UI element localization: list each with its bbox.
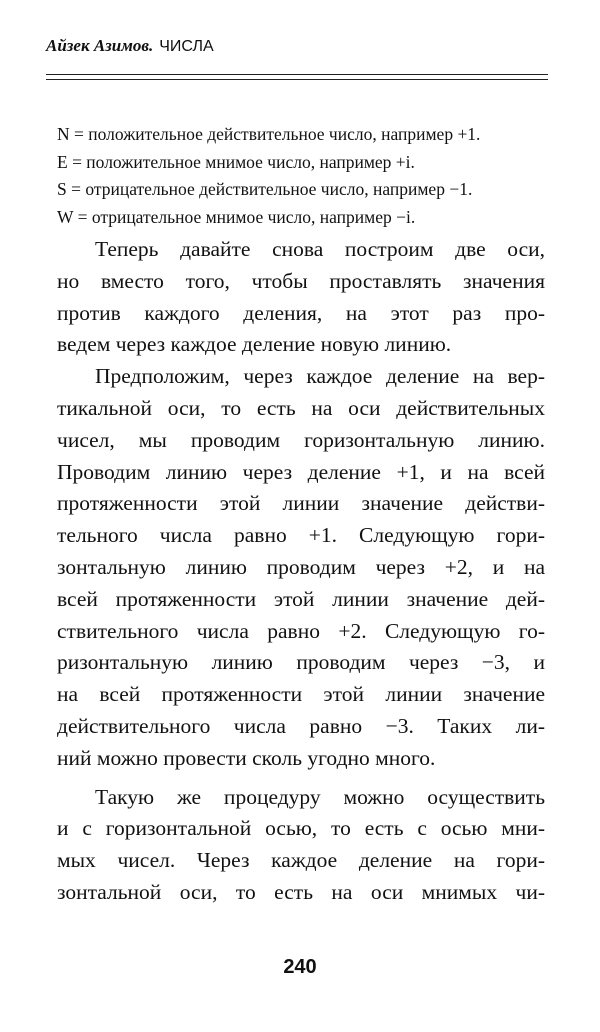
text-line: Предположим, через каждое деление на вер- bbox=[95, 364, 545, 389]
paragraph bbox=[57, 234, 545, 361]
legend-item-s: S = отрицательное действительное число, например −1. bbox=[57, 179, 473, 199]
text-line: и с горизонтальной осью, то есть с осью мни- bbox=[57, 816, 545, 841]
header-author: Айзек Азимов. bbox=[46, 36, 154, 55]
running-header bbox=[46, 36, 214, 56]
header-rule-top bbox=[46, 74, 548, 75]
text-line: протяженности этой линии значение действи- bbox=[57, 491, 545, 516]
text-line: Такую же процедуру можно осуществить bbox=[95, 784, 545, 809]
paragraph bbox=[57, 782, 545, 909]
text-line: зонтальной оси, то есть на оси мнимых чи- bbox=[57, 879, 545, 904]
text-line: ведем через каждое деление новую линию. bbox=[57, 332, 452, 357]
text-line: зонтальную линию проводим через +2, и на bbox=[57, 554, 545, 579]
page-number: 240 bbox=[283, 956, 317, 978]
legend-item-w: W = отрицательное мнимое число, например −i. bbox=[57, 206, 416, 227]
text-line: действительного числа равно −3. Таких ли- bbox=[57, 713, 545, 738]
text-line: Проводим линию через деление +1, и на всей bbox=[57, 459, 545, 484]
header-rule-bottom bbox=[46, 79, 548, 80]
text-line: Теперь давайте снова построим две оси, bbox=[95, 237, 545, 261]
text-line: всей протяженности этой линии значение дей- bbox=[57, 586, 545, 611]
text-line: против каждого деления, на этот раз про- bbox=[57, 300, 545, 325]
legend-item-e: E = положительное мнимое число, например +i. bbox=[57, 151, 415, 172]
text-line: тикальной оси, то есть на оси действительных bbox=[57, 395, 545, 420]
text-line: чисел, мы проводим горизонтальную линию. bbox=[57, 427, 545, 452]
text-line: мых чисел. Через каждое деление на гори- bbox=[57, 848, 545, 873]
direction-legend bbox=[57, 121, 480, 231]
text-line: но вместо того, чтобы проставлять значения bbox=[57, 268, 545, 293]
body-text bbox=[57, 234, 545, 909]
text-line: ствительного числа равно +2. Следующую го- bbox=[57, 618, 545, 643]
legend-item-n: N = положительное действительное число, например +1. bbox=[57, 124, 481, 144]
text-line: ний можно провести сколь угодно много. bbox=[57, 745, 436, 770]
paragraph bbox=[57, 361, 545, 774]
text-line: на всей протяженности этой линии значение bbox=[57, 682, 545, 707]
header-book-title: ЧИСЛА bbox=[159, 38, 214, 55]
text-line: тельного числа равно +1. Следующую гори- bbox=[57, 523, 545, 548]
text-line: ризонтальную линию проводим через −3, и bbox=[57, 650, 545, 675]
